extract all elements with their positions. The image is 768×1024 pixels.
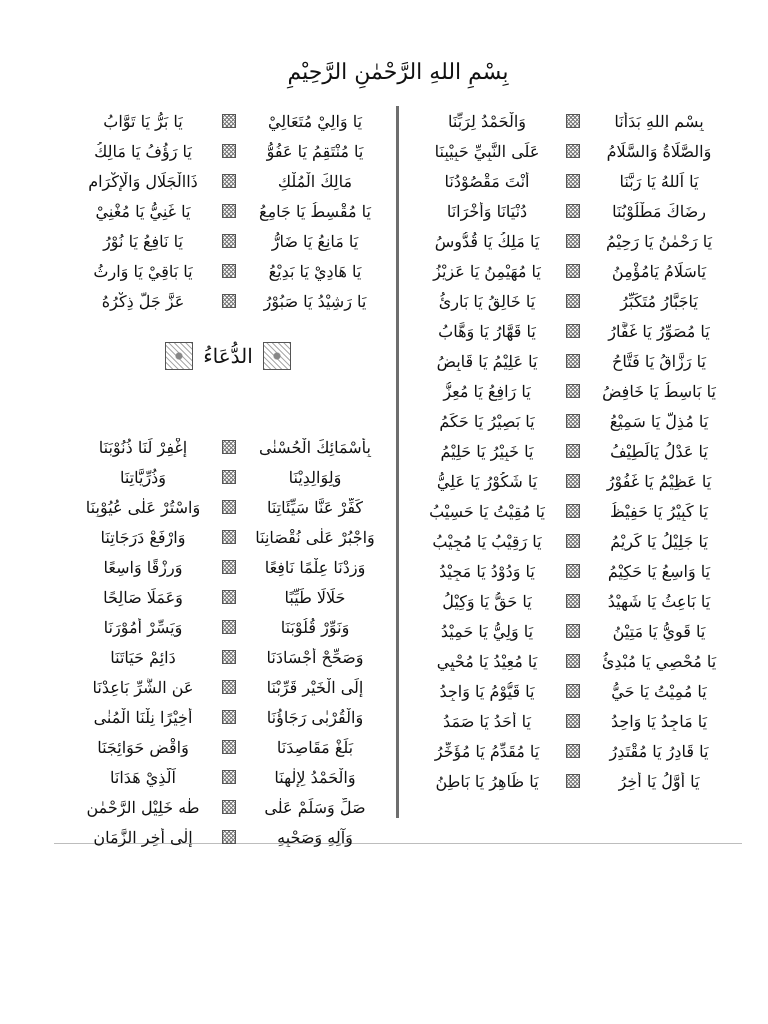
verse-second-half: يَا بَاقِيْ يَا وَارِثُ <box>93 261 193 281</box>
verse-separator-icon <box>222 204 236 218</box>
verse-first-half: صَلِّ وَسَلِّمْ عَلٰى <box>264 797 366 817</box>
verse-first-half: كَفِّرْ عَنَّا سَيِّئَاتِنَا <box>266 497 364 517</box>
verse-first-half: يَا قَوِيُّ يَا مَتِيْنُ <box>612 621 706 641</box>
verse-first-half: مَالِكَ الْمُلْكِ <box>277 171 353 191</box>
verse-first-half: بِسْمِ اللهِ بَدَأْنَا <box>614 111 704 131</box>
verse-second-half: دَائِمْ حَيَاتَنَا <box>110 647 176 667</box>
verse-first-half: حَلَالًا طَيِّبًا <box>284 587 346 607</box>
verse-first-half: وَالصَّلَاةُ وَالسَّلَامُ <box>606 141 712 161</box>
verse-first-half: يَا عَظِيْمُ يَا غَفُوْرُ <box>606 471 712 491</box>
verse-first-half: يَا بَاسِطُ يَا خَافِضُ <box>602 381 716 401</box>
verse-second-half: يَا مُقِيْتُ يَا حَسِيْبُ <box>429 501 545 521</box>
verse-row <box>70 672 388 702</box>
verse-second-half: يَا مَلِكُ يَا قُدُّوسُ <box>434 231 540 251</box>
verse-row <box>70 256 388 286</box>
verse-first-half: يَاجَبَّارُ مُتَكَبِّرُ <box>620 291 698 311</box>
verse-separator-icon <box>566 624 580 638</box>
page-title: بِسْمِ اللهِ الرَّحْمٰنِ الرَّحِيْمِ <box>287 60 509 85</box>
verse-row <box>70 226 388 256</box>
verse-separator-icon <box>222 830 236 844</box>
dua-header <box>166 338 290 374</box>
verse-row <box>414 616 732 646</box>
verse-second-half: أَنْتَ مَقْصُوْدُنَا <box>444 171 530 191</box>
verse-first-half: رِضَاكَ مَطْلُوْبُنَا <box>612 201 706 221</box>
verse-second-half: يَا قَيُّوْمُ يَا وَاجِدُ <box>439 681 535 701</box>
verse-row <box>70 286 388 316</box>
verse-row <box>414 526 732 556</box>
verse-separator-icon <box>222 680 236 694</box>
verse-row <box>414 586 732 616</box>
verse-first-half: يَا مُذِلُّ يَا سَمِيْعُ <box>609 411 709 431</box>
verse-second-half: عَلَى النَّبِيِّ حَبِيْبِنَا <box>434 141 540 161</box>
verse-row <box>70 822 388 852</box>
verse-row <box>70 492 388 522</box>
left-column-bottom <box>70 432 388 852</box>
verse-row <box>414 226 732 256</box>
verse-separator-icon <box>566 354 580 368</box>
document-page <box>54 48 742 847</box>
verse-second-half: أَخِيْرًا نِلْنَا الْمُنٰى <box>93 707 193 727</box>
verse-row <box>70 166 388 196</box>
verse-row <box>414 736 732 766</box>
verse-second-half: يَا مُعِيْدُ يَا مُحْيِي <box>436 651 538 671</box>
verse-second-half: وَاسْتُرْ عَلٰى عُيُوْبِنَا <box>85 497 201 517</box>
verse-separator-icon <box>222 440 236 454</box>
verse-separator-icon <box>566 384 580 398</box>
verse-separator-icon <box>566 444 580 458</box>
verse-row <box>414 256 732 286</box>
verse-first-half: يَا مَاجِدُ يَا وَاحِدُ <box>610 711 708 731</box>
column-divider <box>396 106 399 818</box>
verse-second-half: يَا شَكُوْرُ يَا عَلِيُّ <box>436 471 538 491</box>
right-column <box>414 106 732 796</box>
verse-second-half: يَا نَافِعُ يَا نُوْرُ <box>103 231 183 251</box>
verse-row <box>414 376 732 406</box>
verse-first-half: وَلِوَالِدِيْنَا <box>288 467 342 487</box>
verse-row <box>414 316 732 346</box>
verse-first-half: وَنَوِّرْ قُلُوْبَنَا <box>280 617 350 637</box>
verse-row <box>414 346 732 376</box>
verse-separator-icon <box>222 650 236 664</box>
verse-second-half: وَاقْضِ حَوَائِجَنَا <box>97 737 189 757</box>
verse-row <box>70 582 388 612</box>
verse-second-half: يَا ظَاهِرُ يَا بَاطِنُ <box>435 771 539 791</box>
verse-first-half: يَا رَحْمٰنُ يَا رَحِيْمُ <box>605 231 713 251</box>
verse-first-half: يَا مَانِعُ يَا ضَارُّ <box>271 231 359 251</box>
verse-row <box>414 706 732 736</box>
verse-first-half: بَلِّغْ مَقَاصِدَنَا <box>276 737 354 757</box>
verse-row <box>70 702 388 732</box>
verse-separator-icon <box>566 144 580 158</box>
verse-separator-icon <box>566 294 580 308</box>
verse-second-half: يَا وَدُوْدُ يَا مَجِيْدُ <box>439 561 535 581</box>
verse-separator-icon <box>222 530 236 544</box>
verse-second-half: عَنِ الشَّرِّ بَاعِدْنَا <box>92 677 194 697</box>
verse-second-half: يَا رَافِعُ يَا مُعِزُّ <box>443 381 531 401</box>
verse-first-half: يَا أَوَّلُ يَا أٰخِرُ <box>618 771 700 791</box>
verse-separator-icon <box>566 774 580 788</box>
verse-row <box>70 196 388 226</box>
verse-first-half: بِأَسْمَائِكَ الْحُسْنٰى <box>259 437 371 457</box>
verse-first-half: يَا اَللهُ يَا رَبَّنَا <box>619 171 699 191</box>
verse-first-half: إِلَى الْخَيْرِ قَرِّبْنَا <box>266 677 364 697</box>
verse-row <box>70 762 388 792</box>
verse-row <box>70 462 388 492</box>
verse-first-half: وَصَحِّحْ أَجْسَادَنَا <box>266 647 364 667</box>
verse-second-half: يَا خَالِقُ يَا بَارِئُ <box>438 291 536 311</box>
verse-second-half: يَا خَبِيْرُ يَا حَلِيْمُ <box>440 441 534 461</box>
verse-row <box>414 136 732 166</box>
verse-first-half: يَا بَاعِثُ يَا شَهِيْدُ <box>607 591 711 611</box>
verse-second-half: يَا عَلِيْمُ يَا قَابِضُ <box>436 351 538 371</box>
verse-first-half: وَالْحَمْدُ لِإِلٰهِنَا <box>274 767 356 787</box>
verse-row <box>70 432 388 462</box>
verse-separator-icon <box>222 620 236 634</box>
verse-first-half: يَا وَالِيْ مُتَعَالِيْ <box>267 111 363 131</box>
verse-separator-icon <box>566 414 580 428</box>
verse-separator-icon <box>222 470 236 484</box>
verse-second-half: يَا رَؤُفُ يَا مَالِكُ <box>94 141 192 161</box>
verse-second-half: يَا مُقَدِّمُ يَا مُؤَخِّرُ <box>434 741 540 761</box>
verse-separator-icon <box>222 590 236 604</box>
verse-row <box>70 642 388 672</box>
verse-separator-icon <box>566 534 580 548</box>
verse-separator-icon <box>222 770 236 784</box>
verse-first-half: يَا مُنْتَقِمُ يَا عَفُوُّ <box>266 141 364 161</box>
verse-second-half: يَا بَرُّ يَا تَوَّابُ <box>103 111 183 131</box>
verse-first-half: وَآلِهِ وَصَحْبِهِ <box>277 827 353 847</box>
verse-row <box>414 166 732 196</box>
verse-second-half: دُنْيَانَا وَأُخْرَانَا <box>446 201 528 221</box>
verse-second-half: عَزَّ جَلَّ ذِكْرُهُ <box>101 291 185 311</box>
verse-first-half: وَزِدْنَا عِلْمًا نَافِعًا <box>264 557 366 577</box>
verse-first-half: يَا هَادِيْ يَا بَدِيْعُ <box>268 261 362 281</box>
verse-row <box>70 136 388 166</box>
verse-first-half: وَاجْبُرْ عَلٰى نُقْصَانِنَا <box>255 527 375 547</box>
verse-second-half: ذَاالْجَلَالِ وَالْإِكْرَامِ <box>88 171 198 191</box>
ornament-right-icon <box>263 342 291 370</box>
verse-second-half: وَيَسِّرْ أُمُوْرَنَا <box>103 617 183 637</box>
verse-separator-icon <box>566 204 580 218</box>
verse-separator-icon <box>222 740 236 754</box>
verse-first-half: يَا مُقْسِطُ يَا جَامِعُ <box>259 201 371 221</box>
verse-row <box>414 676 732 706</box>
verse-second-half: طٰه خَلِيْلِ الرَّحْمٰنِ <box>86 797 200 817</box>
verse-separator-icon <box>566 504 580 518</box>
verse-second-half: وَرِزْقًا وَاسِعًا <box>103 557 183 577</box>
verse-separator-icon <box>222 144 236 158</box>
verse-second-half: وَذُرِّيَّاتِنَا <box>119 467 167 487</box>
verse-second-half: وَعَمَلًا صَالِحًا <box>103 587 183 607</box>
verse-first-half: وَالْقُرْبٰى رَجَاؤُنَا <box>266 707 364 727</box>
verse-first-half: يَا مُحْصِي يَا مُبْدِئُ <box>601 651 717 671</box>
verse-separator-icon <box>566 594 580 608</box>
verse-row <box>70 522 388 552</box>
verse-separator-icon <box>566 264 580 278</box>
verse-first-half: يَا رَشِيْدُ يَا صَبُوْرُ <box>263 291 367 311</box>
verse-first-half: يَا قَادِرُ يَا مُقْتَدِرُ <box>609 741 709 761</box>
verse-separator-icon <box>222 294 236 308</box>
verse-second-half: يَا حَقُّ يَا وَكِيْلُ <box>442 591 532 611</box>
verse-row <box>414 766 732 796</box>
verse-row <box>414 466 732 496</box>
verse-row <box>70 792 388 822</box>
verse-second-half: اَلَّذِيْ هَدَانَا <box>110 767 176 787</box>
verse-separator-icon <box>566 234 580 248</box>
verse-first-half: يَاسَلَامُ يَامُؤْمِنُ <box>611 261 707 281</box>
verse-separator-icon <box>566 174 580 188</box>
verse-second-half: إِلٰى أٰخِرِ الزَّمَانِ <box>93 827 193 847</box>
verse-row <box>414 106 732 136</box>
verse-separator-icon <box>222 560 236 574</box>
verse-separator-icon <box>566 114 580 128</box>
verse-separator-icon <box>566 324 580 338</box>
verse-second-half: وَارْفَعْ دَرَجَاتِنَا <box>100 527 186 547</box>
verse-second-half: يَا رَقِيْبُ يَا مُجِيْبُ <box>432 531 542 551</box>
verse-separator-icon <box>566 744 580 758</box>
verse-first-half: يَا وَاسِعُ يَا حَكِيْمُ <box>607 561 711 581</box>
verse-separator-icon <box>222 710 236 724</box>
verse-separator-icon <box>222 500 236 514</box>
left-column-top <box>70 106 388 316</box>
verse-row <box>70 106 388 136</box>
verse-row <box>70 732 388 762</box>
verse-first-half: يَا جَلِيْلُ يَا كَرِيْمُ <box>610 531 708 551</box>
verse-second-half: يَا قَهَّارُ يَا وَهَّابُ <box>438 321 536 341</box>
verse-separator-icon <box>566 474 580 488</box>
verse-row <box>70 552 388 582</box>
verse-row <box>70 612 388 642</box>
verse-first-half: يَا عَدْلُ يَالَطِيْفُ <box>610 441 708 461</box>
verse-separator-icon <box>566 654 580 668</box>
verse-first-half: يَا رَزَّاقُ يَا فَتَّاحُ <box>612 351 706 371</box>
verse-first-half: يَا مُمِيْتُ يَا حَيُّ <box>611 681 707 701</box>
verse-second-half: يَا وَلِيُّ يَا حَمِيْدُ <box>440 621 534 641</box>
verse-first-half: يَا كَبِيْرُ يَا حَفِيْظُ <box>609 501 708 521</box>
verse-separator-icon <box>222 264 236 278</box>
verse-row <box>414 436 732 466</box>
verse-separator-icon <box>566 684 580 698</box>
verse-row <box>414 286 732 316</box>
verse-row <box>414 496 732 526</box>
verse-separator-icon <box>566 714 580 728</box>
verse-second-half: وَالْحَمْدُ لِرَبِّنَا <box>448 111 526 131</box>
verse-second-half: يَا أَحَدُ يَا صَمَدُ <box>443 711 531 731</box>
ornament-left-icon <box>165 342 193 370</box>
verse-row <box>414 196 732 226</box>
dua-title: الدُّعَاءُ <box>203 344 253 368</box>
verse-second-half: يَا غَنِيُّ يَا مُغْنِيْ <box>95 201 191 221</box>
verse-first-half: يَا مُصَوِّرُ يَا غَفَّارُ <box>608 321 710 341</box>
verse-row <box>414 406 732 436</box>
verse-second-half: يَا بَصِيْرُ يَا حَكَمُ <box>439 411 535 431</box>
verse-row <box>414 646 732 676</box>
verse-separator-icon <box>222 234 236 248</box>
verse-separator-icon <box>222 174 236 188</box>
verse-separator-icon <box>566 564 580 578</box>
verse-row <box>414 556 732 586</box>
verse-second-half: إِغْفِرْ لَنَا ذُنُوْبَنَا <box>98 437 188 457</box>
verse-second-half: يَا مُهَيْمِنُ يَا عَزِيْزُ <box>433 261 541 281</box>
verse-separator-icon <box>222 800 236 814</box>
verse-separator-icon <box>222 114 236 128</box>
